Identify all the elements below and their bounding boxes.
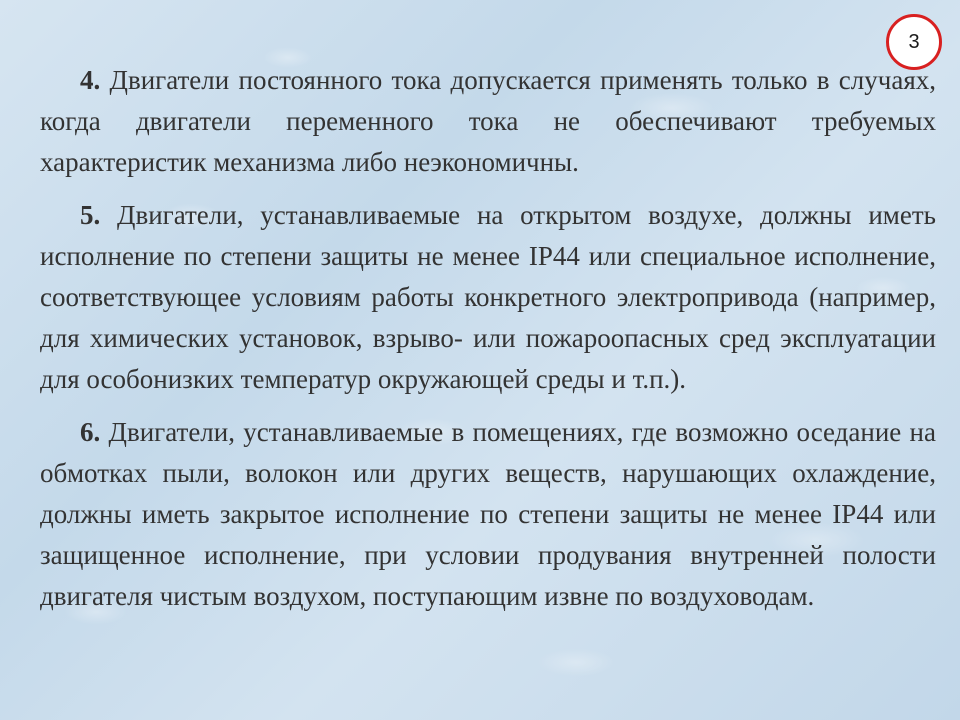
- document-body: [40, 60, 936, 629]
- paragraph-6: [40, 412, 936, 617]
- paragraph-text: Двигатели, устанавливаемые в помещениях, где возможно оседание на обмотках пыли, волокон или других веществ, нарушающих охлаждение, должны иметь закрытое исполнение по степени защиты не менее IP44 или защищенное исполнение, при условии продувания внутренней полости двигателя чистым воздухом, поступающим извне по воздуховодам.: [40, 417, 936, 611]
- paragraph-number: 6.: [80, 417, 101, 447]
- page-number-badge: 3: [886, 14, 942, 70]
- paragraph-5: [40, 195, 936, 400]
- paragraph-number: 4.: [80, 65, 101, 95]
- paragraph-text: Двигатели постоянного тока допускается применять только в случаях, когда двигатели переменного тока не обеспечивают требуемых характеристик механизма либо неэкономичны.: [40, 65, 936, 177]
- paragraph-number: 5.: [80, 200, 101, 230]
- paragraph-4: [40, 60, 936, 183]
- paragraph-text: Двигатели, устанавливаемые на открытом воздухе, должны иметь исполнение по степени защиты не менее IP44 или специальное исполнение, соответствующее условиям работы конкретного электропривода (например, для химических установок, взрыво- или пожароопасных сред эксплуатации для особонизких температур окружающей среды и т.п.).: [40, 200, 936, 394]
